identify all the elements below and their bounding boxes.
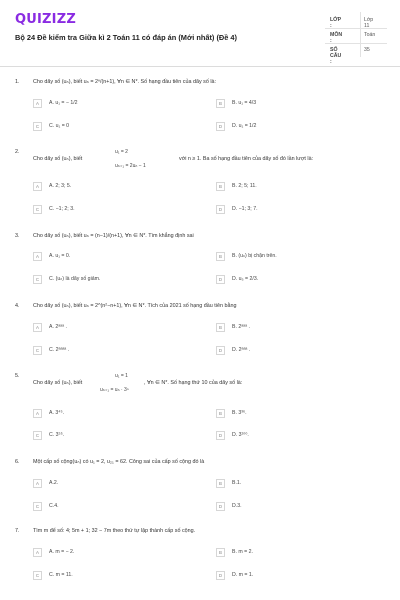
system-line-1: u₁ = 1 <box>115 373 128 379</box>
question-number: 4. <box>15 303 20 309</box>
question-text: Cho dãy số (uₙ), biết uₙ = (n−1)/(n+1), ∀n ∈ N*. Tìm khẳng định sai <box>33 233 194 239</box>
option-text: B. 3³⁶. <box>232 410 247 416</box>
option-d[interactable] <box>216 502 376 512</box>
question-text-continued: , ∀n ∈ N*. Số hạng thứ 10 của dãy số là: <box>144 380 243 386</box>
option-text: B. u₁ = 4/3 <box>232 100 257 106</box>
option-text: A. u₁ = − 1/2 <box>49 100 78 106</box>
question-text: Cho dãy số (uₙ), biết <box>33 156 83 162</box>
option-letter: A <box>33 99 42 108</box>
question-text: Một cấp số cộng(uₙ) có u₁ = 2, u₂₁ = 62. Công sai của cấp số cộng đó là <box>33 459 205 465</box>
option-c[interactable] <box>33 122 193 132</box>
option-text: A. 3⁴⁵. <box>49 410 65 416</box>
option-d[interactable] <box>216 122 376 132</box>
option-a[interactable] <box>33 548 193 558</box>
option-letter: D <box>216 122 225 131</box>
option-letter: A <box>33 479 42 488</box>
option-letter: C <box>33 346 42 355</box>
question-number: 7. <box>15 528 20 534</box>
option-text: D. −1; 3; 7. <box>232 206 258 212</box>
meta-count-label: SỐ CÂU : <box>330 47 342 65</box>
option-letter: C <box>33 275 42 284</box>
option-letter: B <box>216 479 225 488</box>
meta-count-value: 35 <box>364 47 370 53</box>
option-letter: D <box>216 431 225 440</box>
option-letter: A <box>33 548 42 557</box>
option-text: D. 3¹⁰⁰. <box>232 432 249 438</box>
option-text: A.2. <box>49 480 59 486</box>
option-d[interactable] <box>216 346 376 356</box>
option-a[interactable] <box>33 409 193 419</box>
option-b[interactable] <box>216 323 376 333</box>
meta-divider <box>325 43 387 44</box>
option-b[interactable] <box>216 252 376 262</box>
option-c[interactable] <box>33 205 193 215</box>
option-text: C. u₁ = 0 <box>49 123 70 129</box>
page-title: Bộ 24 Đề kiểm tra Giữa kì 2 Toán 11 có đáp án (Mới nhất) (Đề 4) <box>15 33 237 42</box>
option-letter: A <box>33 409 42 418</box>
question-number: 5. <box>15 373 20 379</box>
question-text: Cho dãy số (uₙ), biết uₙ = 2ⁿ/(n+1), ∀n ∈ N*. Số hạng đầu tiên của dãy số là: <box>33 79 217 85</box>
document-header <box>0 0 400 66</box>
option-text: C. (uₙ) là dãy số giảm. <box>49 276 101 282</box>
option-letter: C <box>33 431 42 440</box>
option-letter: B <box>216 409 225 418</box>
question-text-continued: với n ≥ 1. Ba số hạng đầu tiên của dãy số đó lần lượt là: <box>179 156 314 162</box>
question-number: 2. <box>15 149 20 155</box>
option-a[interactable] <box>33 99 193 109</box>
option-text: B. 2; 5; 11. <box>232 183 257 189</box>
option-c[interactable] <box>33 571 193 581</box>
option-text: C. 2ᵃᵃᵃᵃ . <box>49 347 70 353</box>
option-c[interactable] <box>33 502 193 512</box>
option-text: D.3. <box>232 503 242 509</box>
meta-subject-value: Toán <box>364 32 376 38</box>
option-text: A. 2ᵃᵃᵃ . <box>49 324 67 330</box>
option-letter: D <box>216 571 225 580</box>
option-letter: B <box>216 99 225 108</box>
option-text: C. m = 11. <box>49 572 73 578</box>
option-letter: D <box>216 205 225 214</box>
system-line-2: uₙ₊₁ = uₙ · 3ⁿ <box>100 387 129 393</box>
quizizz-logo: QUIZIZZ <box>15 12 76 27</box>
option-d[interactable] <box>216 571 376 581</box>
option-letter: D <box>216 502 225 511</box>
option-b[interactable] <box>216 409 376 419</box>
meta-class-value: Lớp 11 <box>364 17 374 29</box>
meta-divider <box>325 28 387 29</box>
option-text: A. m = − 2. <box>49 549 75 555</box>
option-a[interactable] <box>33 479 193 489</box>
option-text: B. (uₙ) bị chặn trên. <box>232 253 277 259</box>
option-text: A. 2; 3; 5. <box>49 183 72 189</box>
option-c[interactable] <box>33 275 193 285</box>
option-letter: B <box>216 182 225 191</box>
option-letter: B <box>216 548 225 557</box>
option-text: D. u₅ = 2/3. <box>232 276 259 282</box>
option-text: C.4. <box>49 503 59 509</box>
meta-class-label: LỚP : <box>330 17 341 29</box>
option-letter: A <box>33 252 42 261</box>
meta-subject-label: MÔN : <box>330 32 343 44</box>
option-letter: C <box>33 502 42 511</box>
option-d[interactable] <box>216 431 376 441</box>
option-letter: A <box>33 323 42 332</box>
option-a[interactable] <box>33 252 193 262</box>
option-b[interactable] <box>216 479 376 489</box>
option-letter: A <box>33 182 42 191</box>
option-letter: D <box>216 346 225 355</box>
option-text: C. −1; 2; 3. <box>49 206 75 212</box>
question-text: Cho dãy số (uₙ), biết <box>33 380 83 386</box>
question-number: 1. <box>15 79 20 85</box>
option-letter: C <box>33 571 42 580</box>
option-c[interactable] <box>33 346 193 356</box>
system-line-1: u₁ = 2 <box>115 149 128 155</box>
question-number: 6. <box>15 459 20 465</box>
option-letter: C <box>33 205 42 214</box>
option-text: C. 3⁵⁵. <box>49 432 65 438</box>
option-letter: B <box>216 252 225 261</box>
system-line-2: uₙ₊₁ = 2uₙ − 1 <box>115 163 146 169</box>
option-c[interactable] <box>33 431 193 441</box>
option-d[interactable] <box>216 205 376 215</box>
header-divider <box>0 66 400 67</box>
option-letter: C <box>33 122 42 131</box>
option-text: B. m = 2. <box>232 549 253 555</box>
option-text: B.1. <box>232 480 242 486</box>
option-a[interactable] <box>33 182 193 192</box>
option-b[interactable] <box>216 182 376 192</box>
question-text: Tìm m để số: 4; 5m + 1; 32 − 7m theo thứ tự lập thành cấp số cộng. <box>33 528 196 534</box>
option-text: B. 2ᵃᵃᵃ . <box>232 324 250 330</box>
option-text: D. m = 1. <box>232 572 254 578</box>
meta-column-divider <box>360 12 361 57</box>
option-text: D. u₁ = 1/2 <box>232 123 257 129</box>
option-letter: D <box>216 275 225 284</box>
option-letter: B <box>216 323 225 332</box>
option-text: D. 2ᵃᵃᵃ . <box>232 347 251 353</box>
option-text: A. u₁ = 0. <box>49 253 71 259</box>
option-d[interactable] <box>216 275 376 285</box>
question-text: Cho dãy số (uₙ), biết uₙ = 2^(n²−n+1), ∀n ∈ N*. Tích của 2021 số hạng đầu tiên bằng <box>33 303 237 309</box>
option-b[interactable] <box>216 548 376 558</box>
option-b[interactable] <box>216 99 376 109</box>
option-a[interactable] <box>33 323 193 333</box>
question-number: 3. <box>15 233 20 239</box>
